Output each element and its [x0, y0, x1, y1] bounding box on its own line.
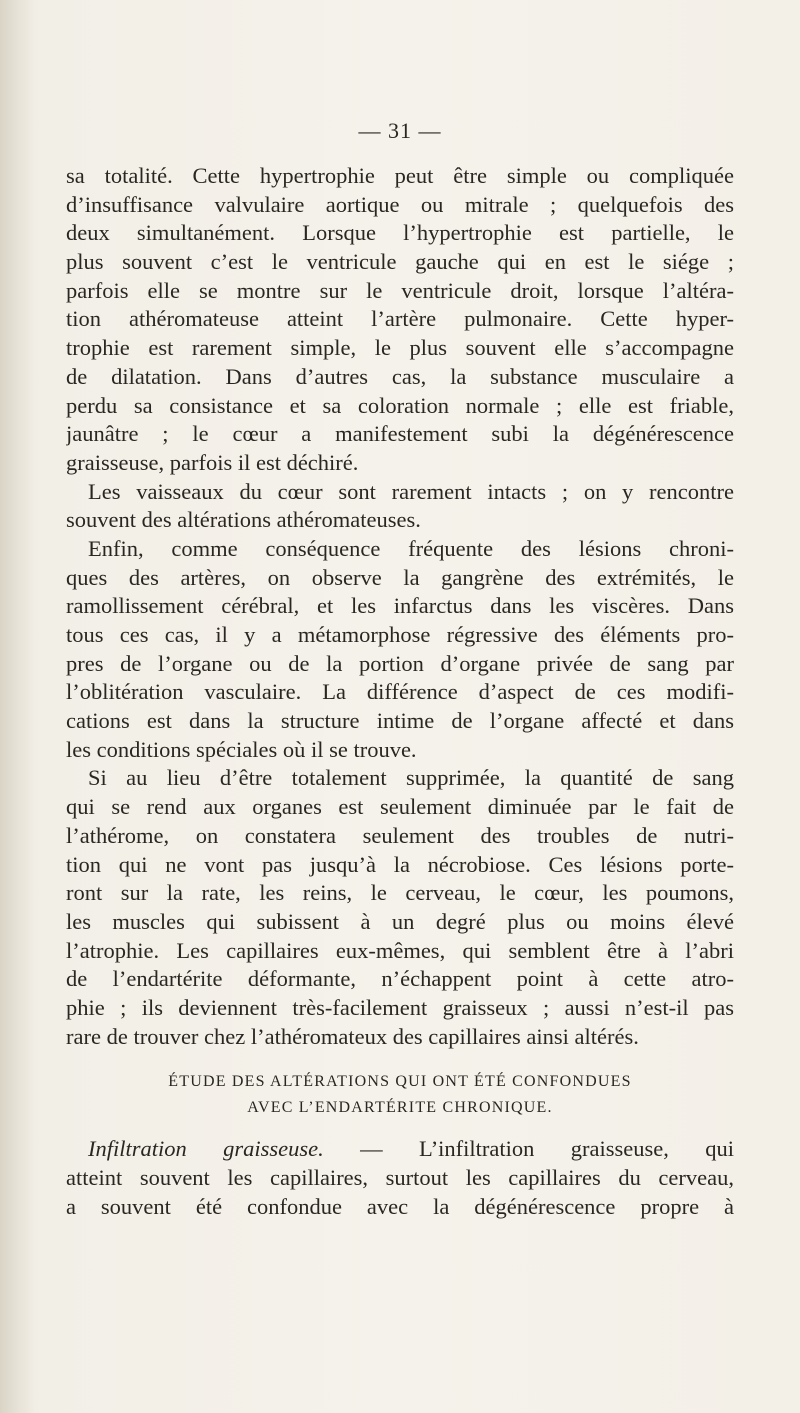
text-line: l’oblitération vasculaire. La différence d’aspect de ces modifi- [66, 679, 734, 705]
text-line: atteint souvent les capillaires, surtout les capillaires du cerveau, [66, 1165, 734, 1190]
text-line: tion qui ne vont pas jusqu’à la nécrobiose. Ces lésions porte- [66, 851, 734, 877]
paragraph-atrophy [66, 764, 734, 1051]
paragraph-heart-vessels [66, 478, 734, 535]
text-line: trophie est rarement simple, le plus souvent elle s’accompagne [66, 335, 734, 361]
paragraph-gangrene [66, 535, 734, 765]
paragraph-fatty-infiltration [66, 1135, 734, 1221]
text-line: Les vaisseaux du cœur sont rarement intacts ; on y rencontre [88, 478, 734, 504]
page-gutter-shadow [0, 0, 34, 1413]
text-line: souvent des altérations athéromateuses. [66, 507, 421, 533]
text-line: tous ces cas, il y a métamorphose régressive des éléments pro- [66, 622, 734, 647]
section-heading-continuation: AVEC L’ENDARTÉRITE CHRONIQUE. [247, 1099, 553, 1117]
text-line: de l’endartérite déformante, n’échappent point à cette atro- [66, 966, 734, 992]
text-line: phie ; ils deviennent très-facilement graisseux ; aussi n’est-il pas [66, 994, 734, 1020]
section-heading: ÉTUDE DES ALTÉRATIONS QUI ONT ÉTÉ CONFONDUES [168, 1073, 632, 1091]
text-line: graisseuse, parfois il est déchiré. [66, 449, 359, 475]
text-line: deux simultanément. Lorsque l’hypertrophie est partielle, le [66, 220, 734, 246]
page-number: — 31 — [358, 118, 442, 143]
text-line: perdu sa consistance et sa coloration normale ; elle est friable, [66, 392, 734, 418]
text-line: l’athérome, on constatera seulement des troubles de nutri- [66, 822, 734, 848]
text-line [66, 1135, 734, 1164]
text-span: — L’infiltration graisseuse, qui [323, 1136, 734, 1162]
text-line: d’insuffisance valvulaire aortique ou mitrale ; quelquefois des [66, 191, 734, 217]
text-line: sa totalité. Cette hypertrophie peut être simple ou compliquée [66, 163, 734, 188]
text-line: ront sur la rate, les reins, le cerveau, le cœur, les poumons, [66, 880, 734, 906]
text-line: plus souvent c’est le ventricule gauche qui en est le siége ; [66, 249, 734, 275]
text-line: de dilatation. Dans d’autres cas, la substance musculaire a [66, 363, 734, 389]
text-line: qui se rend aux organes est seulement diminuée par le fait de [66, 794, 734, 820]
text-line: les conditions spéciales où il se trouve. [66, 736, 417, 762]
text-line: Enfin, comme conséquence fréquente des lésions chroni- [88, 535, 734, 561]
text-line: tion athéromateuse atteint l’artère pulmonaire. Cette hyper- [66, 306, 734, 332]
text-line: a souvent été confondue avec la dégénérescence propre à [66, 1193, 734, 1219]
text-line: parfois elle se montre sur le ventricule droit, lorsque l’altéra- [66, 277, 734, 303]
text-line: ramollissement cérébral, et les infarctus dans les viscères. Dans [66, 593, 734, 619]
text-line: pres de l’organe ou de la portion d’organe privée de sang par [66, 650, 734, 676]
text-line: jaunâtre ; le cœur a manifestement subi la dégénérescence [66, 421, 734, 447]
text-line: ques des artères, on observe la gangrène des extrémités, le [66, 564, 734, 590]
italic-subheading: Infiltration graisseuse. [88, 1136, 324, 1162]
text-line: l’atrophie. Les capillaires eux-mêmes, qui semblent être à l’abri [66, 937, 734, 963]
paragraph-hypertrophy [66, 162, 734, 478]
text-line: les muscles qui subissent à un degré plus ou moins élevé [66, 908, 734, 934]
text-line: Si au lieu d’être totalement supprimée, la quantité de sang [88, 765, 734, 791]
text-line: rare de trouver chez l’athéromateux des capillaires ainsi altérés. [66, 1023, 639, 1049]
text-line: cations est dans la structure intime de l’organe affecté et dans [66, 708, 734, 734]
body-text [66, 162, 734, 1221]
